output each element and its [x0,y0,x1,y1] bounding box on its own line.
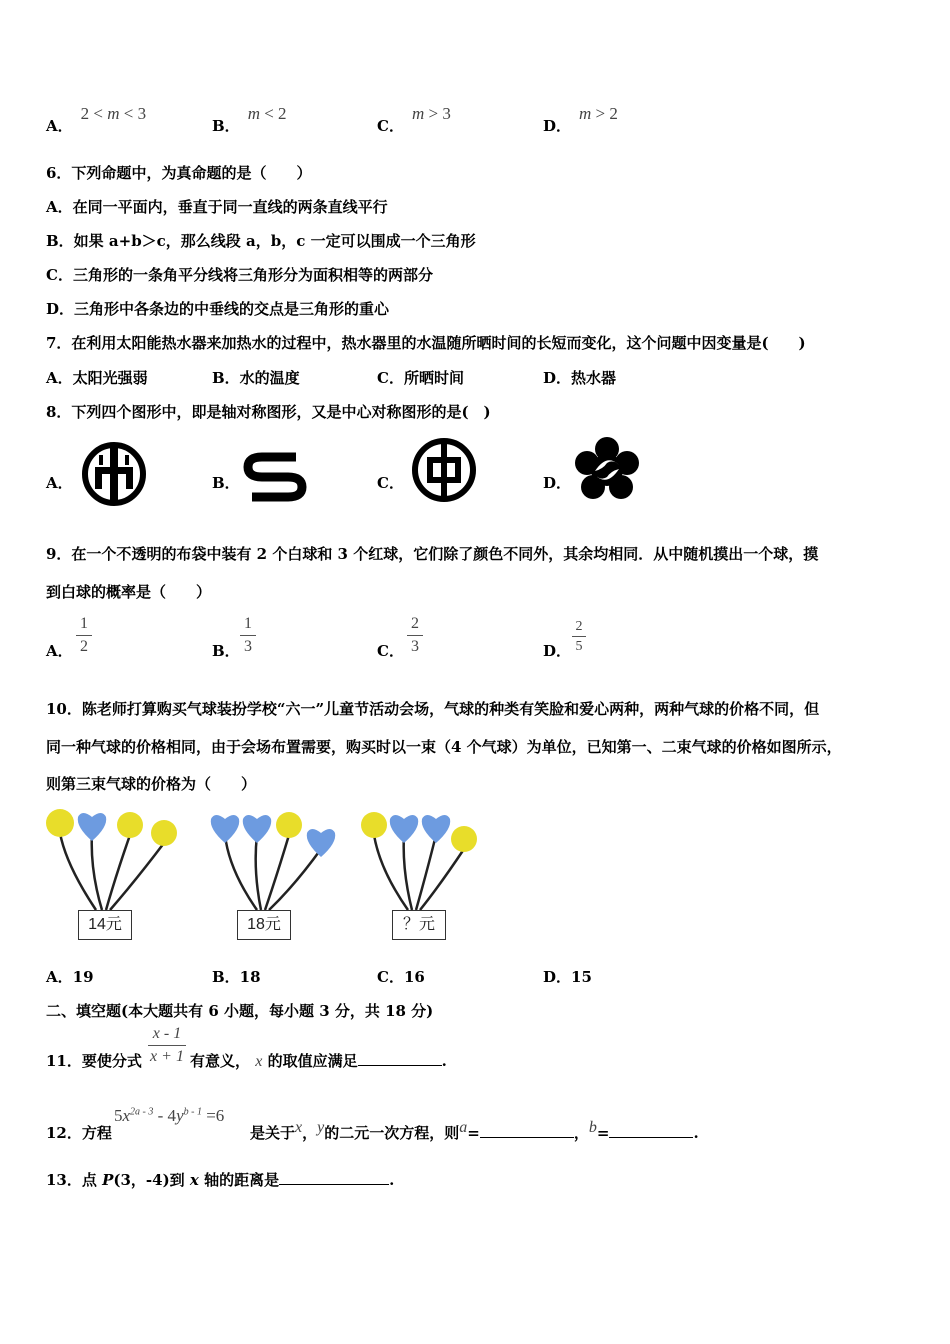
q10-option-d: D．15 [543,968,592,986]
q10-option-c: C．16 [377,968,425,986]
q11-fraction: x - 1 x + 1 [148,1024,186,1067]
q11-rest: 有意义， x 的取值应满足 . [190,1052,447,1070]
q7-option-b: B．水的温度 [212,369,300,387]
q8-option-b-label: B． [212,474,240,492]
q9-stem-line1: 9．在一个不透明的布袋中装有 2 个白球和 3 个红球，它们除了颜色不同外，其余均相同．从中随机摸出一个球，摸 [46,545,819,563]
q7-option-a: A．太阳光强弱 [46,369,148,387]
price-tag-2: 18元 [237,910,291,940]
q13-answer-blank[interactable] [279,1170,389,1185]
q9-option-b-label: B． [212,642,240,660]
q8-option-a-label: A． [46,474,73,492]
q5-option-c: C．m > 3 [377,104,451,135]
q9-stem-line2: 到白球的概率是（ ） [46,583,212,601]
q9-option-d-label: D． [543,642,572,660]
q12-prefix: 12．方程 [46,1124,112,1142]
q7-option-d: D．热水器 [543,369,617,387]
q12-rest: 是关于x，y的二元一次方程，则a= ，b= . [250,1119,699,1142]
q11-prefix: 11．要使分式 [46,1052,142,1070]
q6-option-b: B．如果 a+b＞c，那么线段 a，b，c 一定可以围成一个三角形 [46,232,476,250]
q9-option-a-fraction: 1 2 [76,614,92,657]
bank-logo-d-icon [573,435,641,503]
q12-answer-a-blank[interactable] [480,1123,574,1138]
q13-line: 13．点 P(3，-4)到 x 轴的距离是 . [46,1171,395,1189]
q9-option-c-label: C． [377,642,404,660]
q10-option-b: B．18 [212,968,261,986]
q10-option-a: A．19 [46,968,94,986]
price-tag-1: 14元 [78,910,132,940]
q9-option-b-fraction: 1 3 [240,614,256,657]
q10-stem-line1: 10．陈老师打算购买气球装扮学校“六一”儿童节活动会场，气球的种类有笑脸和爱心两种，两种气球的价格不同，但 [46,700,820,718]
q5-option-a: A．2 < m < 3 [46,104,147,135]
q8-option-c-label: C． [377,474,404,492]
q12-equation: $5x^{2a - 3} - 4y^{b - 1} =6$ [114,1106,225,1125]
q9-option-a-label: A． [46,642,73,660]
q6-stem: 6．下列命题中，为真命题的是（ ） [46,164,312,182]
q8-option-d-label: D． [543,474,572,492]
q5-option-b: B．m < 2 [212,104,287,135]
q10-stem-line2: 同一种气球的价格相同，由于会场布置需要，购买时以一束（4 个气球）为单位，已知第一、二束气球的价格如图所示， [46,738,842,756]
q6-option-d: D．三角形中各条边的中垂线的交点是三角形的重心 [46,300,390,318]
q6-option-a: A．在同一平面内，垂直于同一直线的两条直线平行 [46,198,388,216]
bank-logo-b-icon [240,449,310,505]
price-tag-3: ？元 [392,910,446,940]
section-2-title: 二、填空题(本大题共有 6 小题，每小题 3 分，共 18 分) [46,1002,434,1020]
q9-option-c-fraction: 2 3 [407,614,423,657]
q7-option-c: C．所晒时间 [377,369,464,387]
bank-logo-c-icon [410,436,478,504]
q5-option-d: D．m > 2 [543,104,618,135]
q7-stem: 7．在利用太阳能热水器来加热水的过程中，热水器里的水温随所晒时间的长短而变化，这个问题中因变量是( ) [46,334,806,352]
q10-stem-line3: 则第三束气球的价格为（ ） [46,775,257,793]
bank-logo-a-icon [81,441,147,507]
q6-option-c: C．三角形的一条角平分线将三角形分为面积相等的两部分 [46,266,433,284]
q8-stem: 8．下列四个图形中，即是轴对称图形，又是中心对称图形的是( ) [46,403,491,421]
q12-answer-b-blank[interactable] [609,1123,693,1138]
q11-answer-blank[interactable] [358,1051,442,1066]
q9-option-d-fraction: 2 5 [572,618,586,655]
